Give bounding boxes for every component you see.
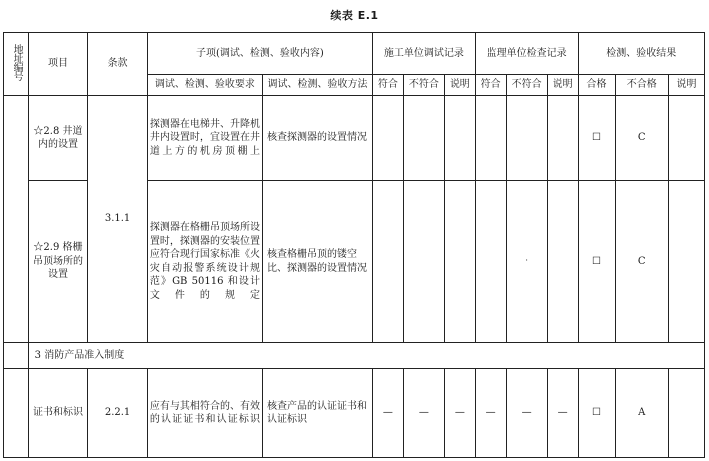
header-note: 说明 xyxy=(547,75,578,96)
pass-checkbox: ☐ xyxy=(578,181,615,343)
address-cell xyxy=(4,343,29,369)
cell-empty xyxy=(506,96,547,181)
cell-empty xyxy=(372,96,403,181)
address-cell xyxy=(4,96,29,343)
header-note: 说明 xyxy=(444,75,475,96)
row-requirement: 探测器在电梯井、升降机井内设置时，宜设置在井道上方的机房顶棚上 xyxy=(147,96,262,181)
grade-cell: C xyxy=(615,96,668,181)
header-conform: 符合 xyxy=(475,75,506,96)
cell-empty xyxy=(444,96,475,181)
cell-empty xyxy=(372,181,403,343)
row-item: ☆2.9 格栅吊顶场所的设置 xyxy=(28,181,88,343)
dash-cell: — xyxy=(444,369,475,458)
header-fail: 不合格 xyxy=(615,75,668,96)
pass-checkbox: ☐ xyxy=(578,96,615,181)
header-supervision-unit: 监理单位检查记录 xyxy=(475,33,578,75)
row-clause: 3.1.1 xyxy=(88,96,148,343)
cell-empty xyxy=(475,181,506,343)
address-cell xyxy=(4,369,29,458)
dash-cell: — xyxy=(372,369,403,458)
table-row xyxy=(4,96,705,181)
row-method: 核查产品的认证证书和认证标识 xyxy=(262,369,372,458)
row-method: 核查格栅吊顶的镂空比、探测器的设置情况 xyxy=(262,181,372,343)
header-clause: 条款 xyxy=(88,33,148,96)
row-item: 证书和标识 xyxy=(28,369,88,458)
header-pass: 合格 xyxy=(578,75,615,96)
cell-empty xyxy=(403,96,444,181)
table-title: 续表 E.1 xyxy=(330,9,379,22)
table-row xyxy=(4,369,705,458)
mark-dot: · xyxy=(506,181,547,343)
grade-cell: A xyxy=(615,369,668,458)
header-nonconform: 不符合 xyxy=(403,75,444,96)
header-item: 项目 xyxy=(28,33,88,96)
pass-checkbox: ☐ xyxy=(578,369,615,458)
header-address: 地址编号 xyxy=(4,33,29,96)
header-row-1 xyxy=(4,33,705,75)
row-clause: 2.2.1 xyxy=(88,369,148,458)
cell-empty xyxy=(475,96,506,181)
header-method: 调试、检测、验收方法 xyxy=(262,75,372,96)
row-item: ☆2.8 井道内的设置 xyxy=(28,96,88,181)
header-nonconform: 不符合 xyxy=(506,75,547,96)
header-subitem: 子项(调试、检测、验收内容) xyxy=(147,33,372,75)
section-row xyxy=(4,343,705,369)
header-requirement: 调试、检测、验收要求 xyxy=(147,75,262,96)
cell-empty xyxy=(547,181,578,343)
inspection-table xyxy=(3,32,705,458)
grade-cell: C xyxy=(615,181,668,343)
section-heading: 3 消防产品准入制度 xyxy=(28,343,704,369)
row-requirement: 探测器在格栅吊顶场所设置时，探测器的安装位置应符合现行国家标准《火灾自动报警系统设计规范》GB 50116 和设计文件的规定 xyxy=(147,181,262,343)
dash-cell: — xyxy=(506,369,547,458)
header-result-group: 检测、验收结果 xyxy=(578,33,704,75)
header-construction-unit: 施工单位调试记录 xyxy=(372,33,475,75)
dash-cell: — xyxy=(403,369,444,458)
cell-empty xyxy=(444,181,475,343)
dash-cell: — xyxy=(475,369,506,458)
cell-empty xyxy=(547,96,578,181)
cell-empty xyxy=(668,369,704,458)
header-conform: 符合 xyxy=(372,75,403,96)
row-requirement: 应有与其相符合的、有效的认证证书和认证标识 xyxy=(147,369,262,458)
header-note2: 说明 xyxy=(668,75,704,96)
cell-empty xyxy=(668,181,704,343)
row-method: 核查探测器的设置情况 xyxy=(262,96,372,181)
dash-cell: — xyxy=(547,369,578,458)
cell-empty xyxy=(668,96,704,181)
cell-empty xyxy=(403,181,444,343)
